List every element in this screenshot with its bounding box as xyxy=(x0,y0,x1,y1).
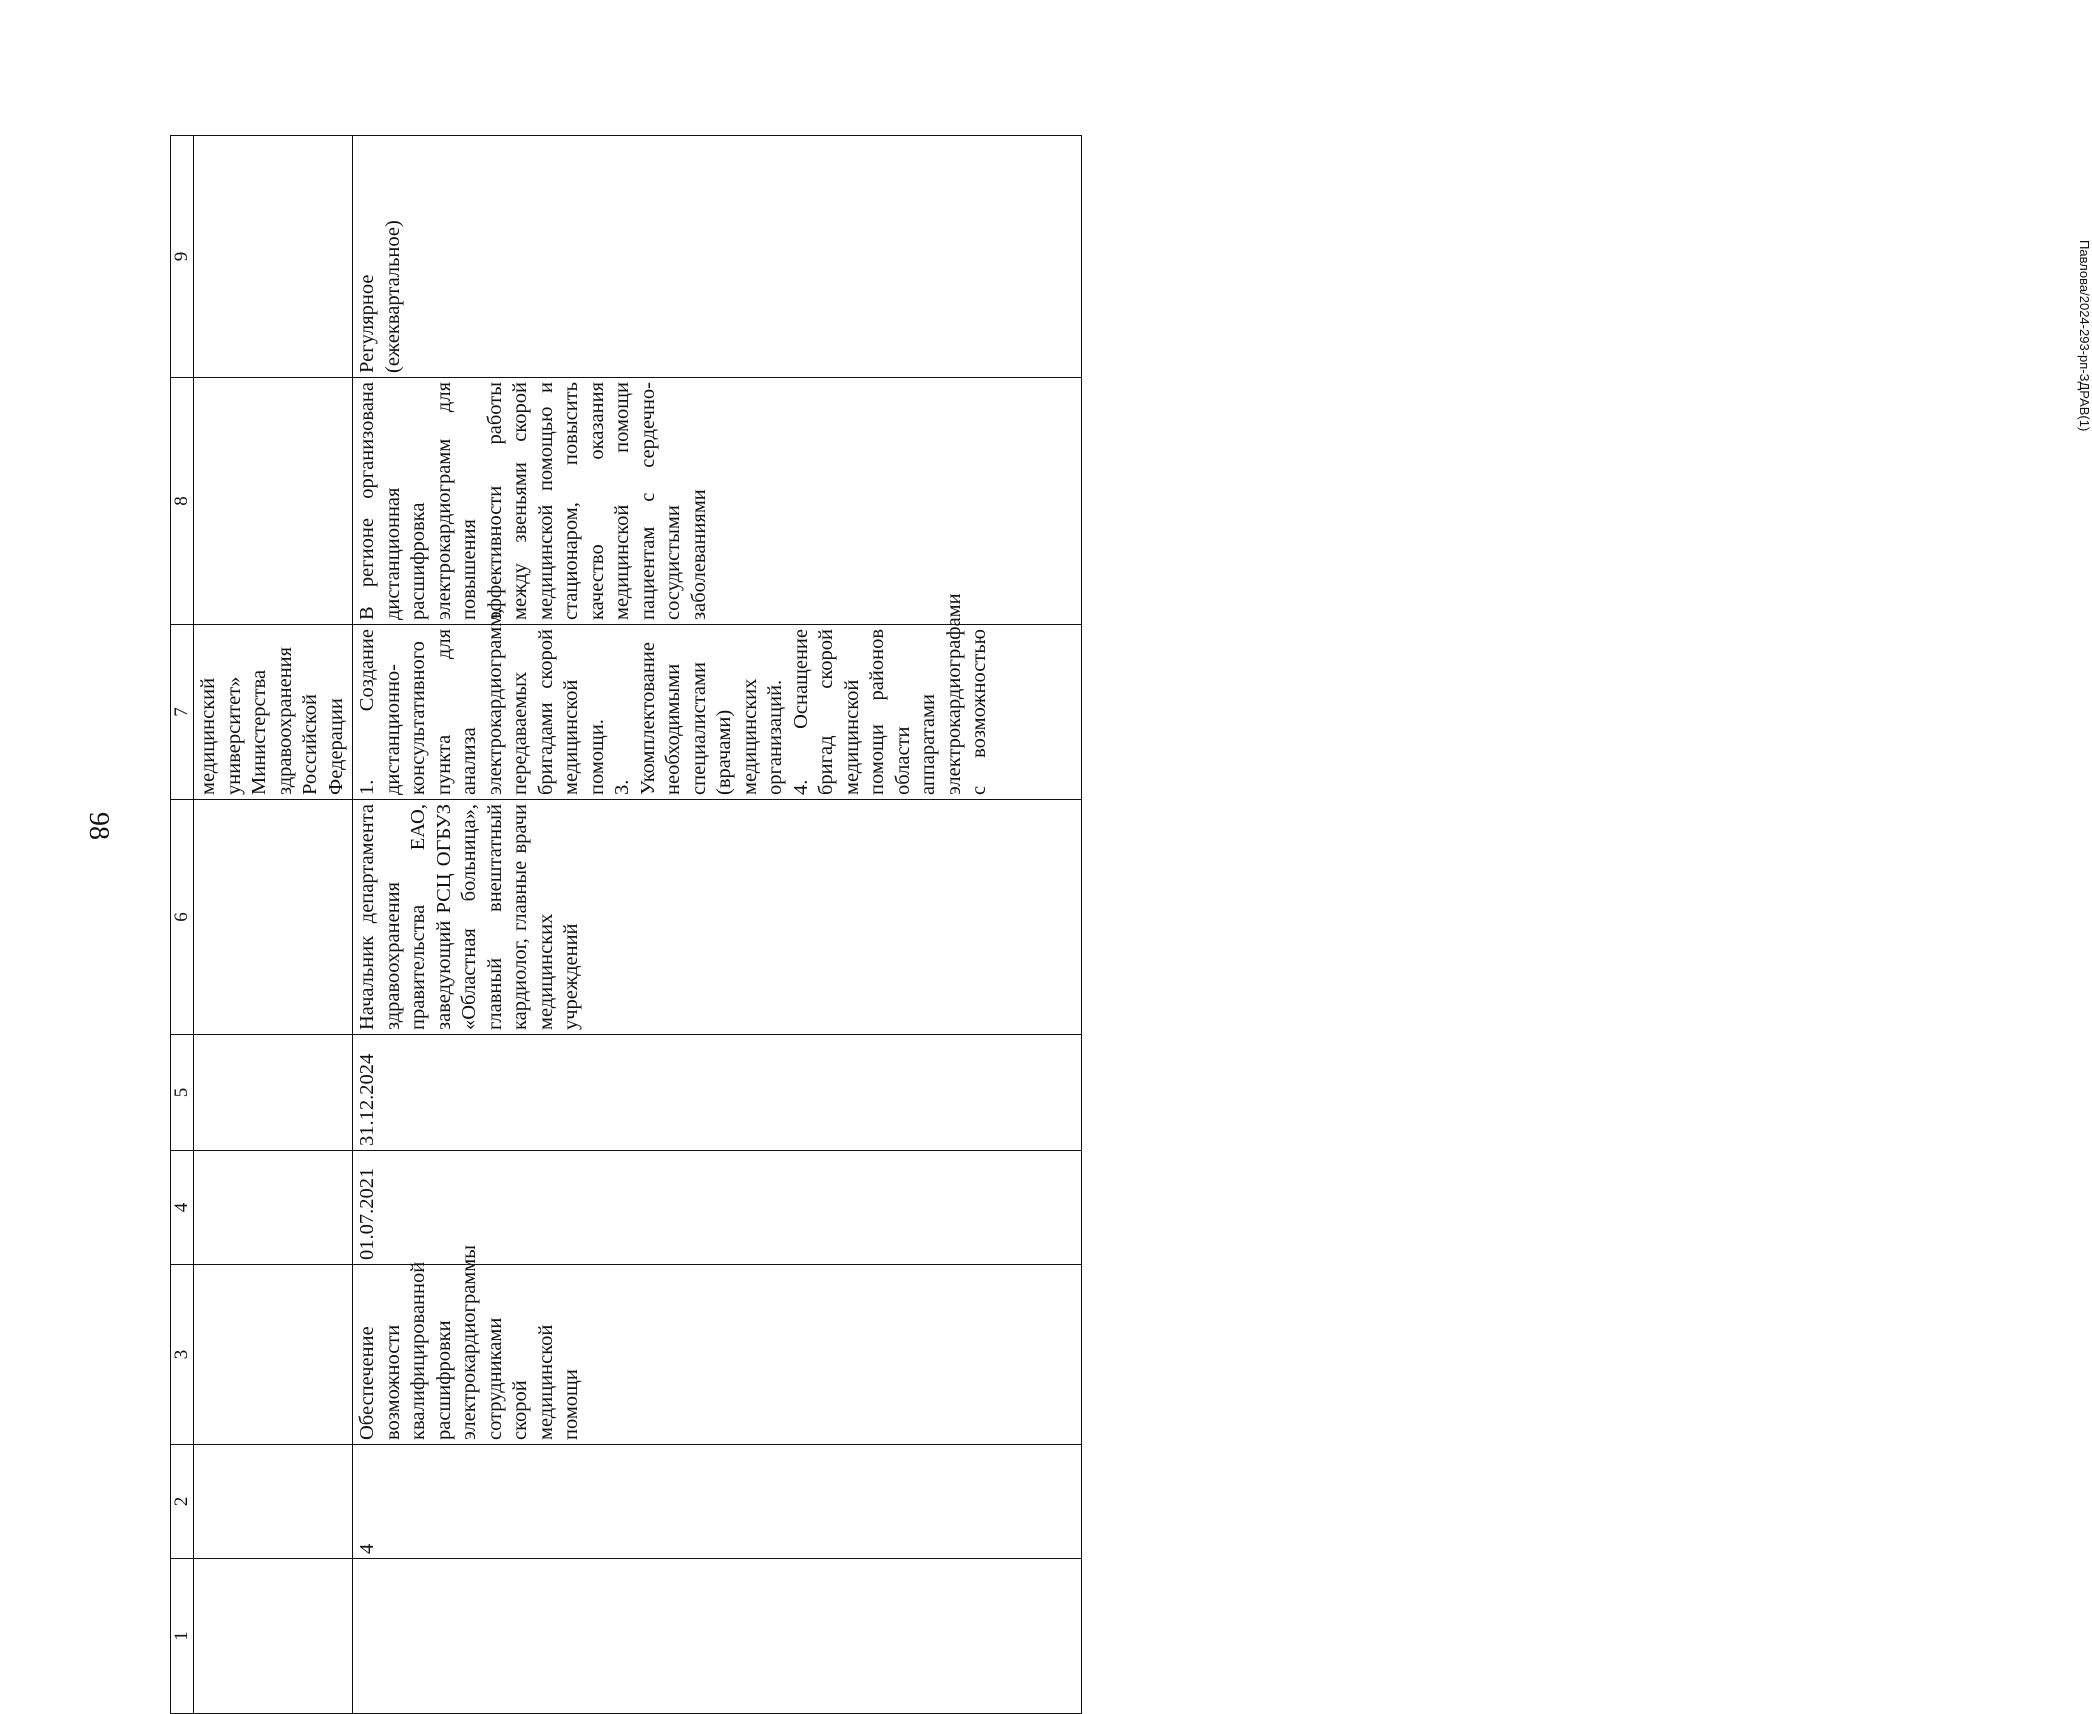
continuation-line: Министерства xyxy=(248,669,270,795)
continuation-line: Федерации xyxy=(324,698,347,795)
plan-table xyxy=(170,135,1082,1714)
continuation-org-cell xyxy=(194,625,353,800)
row-index: 4 xyxy=(353,1445,1082,1559)
continuation-line: Российской xyxy=(299,693,321,795)
actions-cell xyxy=(353,593,1082,800)
table-row xyxy=(353,136,1082,1714)
col-number-4: 4 xyxy=(171,1151,194,1265)
rotated-table-wrapper xyxy=(170,136,1082,1714)
continuation-line: университет» xyxy=(222,676,245,795)
action-item: 3. Укомплектование необходимыми специалистами (врачами) медицинских организаций. xyxy=(611,642,786,795)
continuation-row xyxy=(194,136,353,1714)
document-footer: Павлова/2024-293-рп-ЗДРАВ(1) xyxy=(2077,240,2092,432)
end-date: 31.12.2024 xyxy=(353,1035,1082,1151)
page-number: 98 xyxy=(83,812,114,840)
col-number-6: 6 xyxy=(171,800,194,1035)
col-number-3: 3 xyxy=(171,1265,194,1445)
col-number-5: 5 xyxy=(171,1035,194,1151)
column-number-row xyxy=(171,136,194,1714)
col-number-2: 2 xyxy=(171,1445,194,1559)
col-number-1: 1 xyxy=(171,1559,194,1714)
responsible-cell: Начальник департамента здравоохранения правительства ЕАО, заведующий РСЦ ОГБУЗ «Областная больница», главный внештатный кардиолог, главные врачи медицинских учреждений xyxy=(353,800,1082,1035)
col-number-8: 8 xyxy=(171,378,194,625)
measure-cell: Обеспечение возможности квалифицированной расшифровки электрокардиограммы сотрудниками скорой медицинской помощи xyxy=(353,1265,1082,1445)
action-item: 4. Оснащение бригад скорой медицинской помощи районов области аппаратами электрокардиографами с возможностью xyxy=(789,593,990,795)
frequency-cell: Регулярное (ежеквартальное) xyxy=(353,136,1082,378)
result-cell: В регионе организована дистанционная расшифровка электрокардиограмм для повышения эффективности работы между звеньями скорой медицинской помощью и стационаром, повысить качество оказания медицинской помощи пациентам с сердечно-сосудистыми заболеваниями xyxy=(353,378,1082,625)
start-date: 01.07.2021 xyxy=(353,1151,1082,1265)
col-number-9: 9 xyxy=(171,136,194,378)
continuation-line: здравоохранения xyxy=(273,646,296,795)
col-number-7: 7 xyxy=(171,625,194,800)
continuation-line: медицинский xyxy=(197,677,219,795)
action-item: 1. Создание дистанционно-консультативного пункта для анализа электрокардиограмм, передаваемых бригадами скорой медицинской помощи. xyxy=(356,608,608,795)
